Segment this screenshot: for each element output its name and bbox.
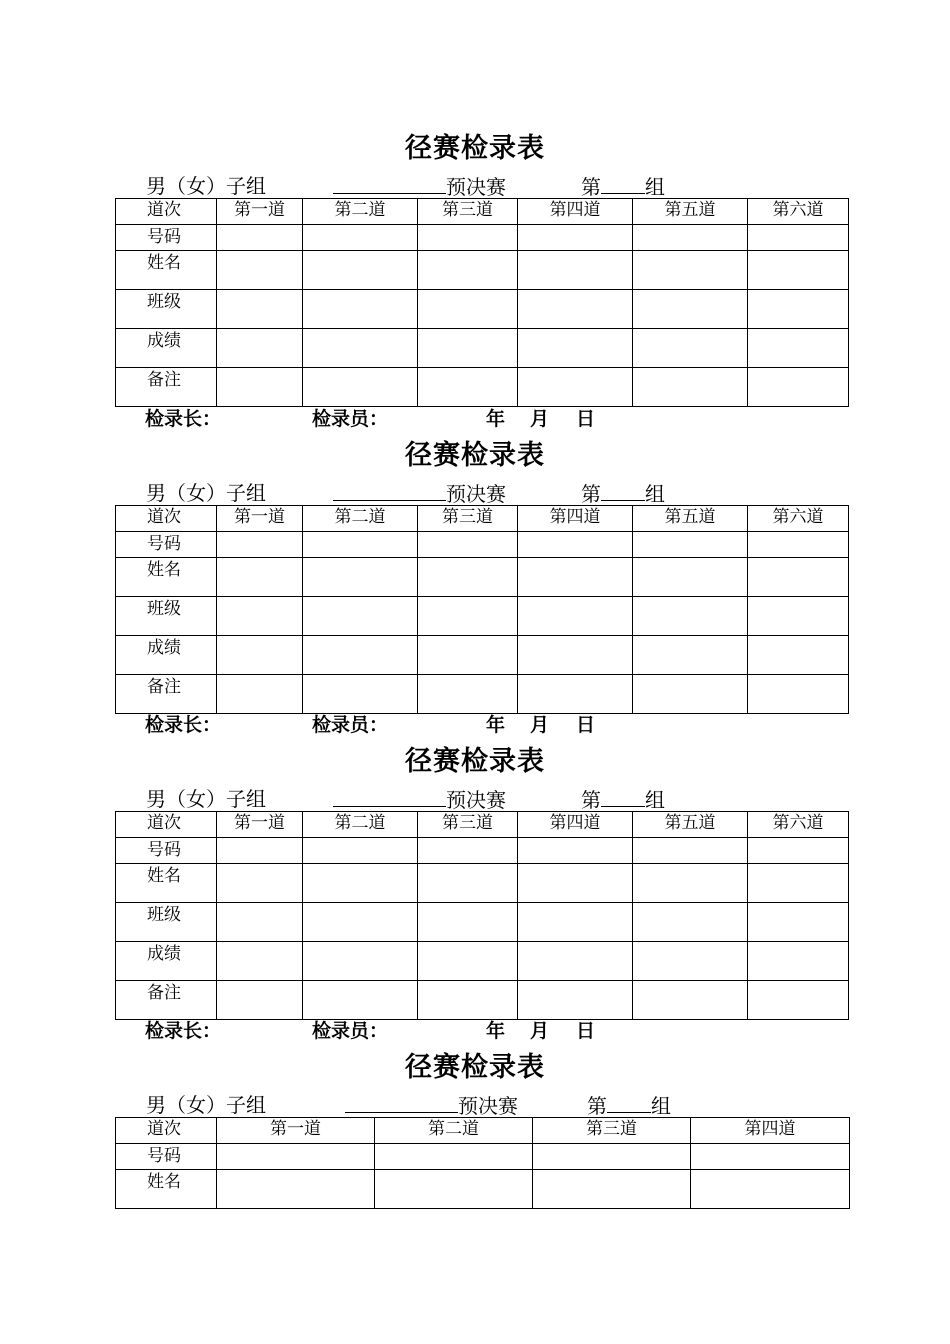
table-cell[interactable]	[633, 225, 748, 251]
clerk-signature-label: 检录员：	[312, 1020, 389, 1042]
table-cell[interactable]	[418, 942, 518, 981]
round-label: 预决赛	[458, 1094, 518, 1118]
table-cell[interactable]	[633, 251, 748, 290]
row-label-class: 班级	[116, 290, 217, 329]
table-cell[interactable]	[418, 838, 518, 864]
date-month-label: 月	[530, 714, 550, 736]
table-row	[116, 675, 849, 714]
table-cell[interactable]	[518, 329, 633, 368]
round-field[interactable]	[333, 482, 506, 505]
table-cell[interactable]	[217, 1144, 375, 1170]
table-cell[interactable]	[303, 636, 418, 675]
table-cell[interactable]	[748, 251, 849, 290]
table-row	[116, 1144, 850, 1170]
table-cell[interactable]	[518, 597, 633, 636]
table-cell[interactable]	[217, 981, 303, 1020]
table-cell[interactable]	[217, 368, 303, 407]
table-cell[interactable]	[303, 981, 418, 1020]
col-header-lane-1: 第一道	[217, 1118, 375, 1144]
table-cell[interactable]	[748, 368, 849, 407]
table-row	[116, 225, 849, 251]
table-cell[interactable]	[633, 329, 748, 368]
table-cell[interactable]	[217, 532, 303, 558]
group-label: 男（女）子组	[146, 174, 266, 198]
col-header-lane: 道次	[116, 199, 217, 225]
form-title: 径赛检录表	[405, 746, 545, 777]
table-cell[interactable]	[303, 864, 418, 903]
table-cell[interactable]	[418, 532, 518, 558]
col-header-lane-3: 第三道	[418, 199, 518, 225]
col-header-lane-6: 第六道	[748, 199, 849, 225]
round-blank[interactable]	[345, 1094, 458, 1113]
table-cell[interactable]	[748, 675, 849, 714]
table-row	[116, 942, 849, 981]
entry-table	[115, 505, 849, 714]
table-cell[interactable]	[418, 636, 518, 675]
col-header-lane: 道次	[116, 506, 217, 532]
row-label-name: 姓名	[116, 558, 217, 597]
table-cell[interactable]	[303, 225, 418, 251]
col-header-lane-3: 第三道	[418, 812, 518, 838]
round-label: 预决赛	[446, 175, 506, 199]
table-cell[interactable]	[418, 981, 518, 1020]
table-cell[interactable]	[418, 251, 518, 290]
table-cell[interactable]	[375, 1170, 533, 1209]
entry-table	[115, 1117, 850, 1209]
round-field[interactable]	[333, 175, 506, 198]
round-blank[interactable]	[333, 482, 446, 501]
date-day-label: 日	[576, 408, 596, 430]
row-label-result: 成绩	[116, 942, 217, 981]
table-row	[116, 1170, 850, 1209]
table-cell[interactable]	[375, 1144, 533, 1170]
row-label-remarks: 备注	[116, 981, 217, 1020]
col-header-lane-2: 第二道	[303, 506, 418, 532]
round-blank[interactable]	[333, 788, 446, 807]
table-row	[116, 838, 849, 864]
table-cell[interactable]	[691, 1144, 850, 1170]
table-cell[interactable]	[518, 225, 633, 251]
table-cell[interactable]	[303, 675, 418, 714]
table-cell[interactable]	[303, 290, 418, 329]
table-row	[116, 329, 849, 368]
table-cell[interactable]	[418, 225, 518, 251]
table-cell[interactable]	[418, 558, 518, 597]
table-row	[116, 290, 849, 329]
table-cell[interactable]	[518, 981, 633, 1020]
row-label-name: 姓名	[116, 1170, 217, 1209]
table-cell[interactable]	[217, 225, 303, 251]
row-label-remarks: 备注	[116, 675, 217, 714]
heat-field[interactable]	[581, 482, 665, 505]
table-cell[interactable]	[633, 368, 748, 407]
table-row	[116, 532, 849, 558]
table-cell[interactable]	[633, 675, 748, 714]
date-day-label: 日	[576, 1020, 596, 1042]
table-cell[interactable]	[748, 329, 849, 368]
table-cell[interactable]	[303, 558, 418, 597]
table-cell[interactable]	[418, 290, 518, 329]
col-header-lane-2: 第二道	[303, 812, 418, 838]
table-cell[interactable]	[217, 636, 303, 675]
col-header-lane-4: 第四道	[518, 199, 633, 225]
row-label-number: 号码	[116, 532, 217, 558]
table-cell[interactable]	[748, 290, 849, 329]
row-label-number: 号码	[116, 1144, 217, 1170]
col-header-lane-5: 第五道	[633, 506, 748, 532]
heat-suffix: 组	[645, 175, 665, 199]
col-header-lane-3: 第三道	[418, 506, 518, 532]
table-cell[interactable]	[518, 532, 633, 558]
table-cell[interactable]	[633, 597, 748, 636]
table-cell[interactable]	[518, 636, 633, 675]
table-cell[interactable]	[748, 532, 849, 558]
row-label-class: 班级	[116, 597, 217, 636]
table-cell[interactable]	[518, 290, 633, 329]
date-day-label: 日	[576, 714, 596, 736]
col-header-lane-6: 第六道	[748, 506, 849, 532]
table-cell[interactable]	[748, 981, 849, 1020]
col-header-lane-2: 第二道	[375, 1118, 533, 1144]
chief-signature-label: 检录长：	[145, 408, 222, 430]
table-cell[interactable]	[303, 251, 418, 290]
row-label-result: 成绩	[116, 329, 217, 368]
heat-prefix: 第	[581, 482, 601, 506]
heat-prefix: 第	[581, 788, 601, 812]
table-cell[interactable]	[217, 251, 303, 290]
table-cell[interactable]	[691, 1170, 850, 1209]
header-row	[116, 812, 849, 838]
table-cell[interactable]	[518, 675, 633, 714]
table-cell[interactable]	[518, 251, 633, 290]
table-cell[interactable]	[217, 597, 303, 636]
col-header-lane: 道次	[116, 812, 217, 838]
table-cell[interactable]	[418, 675, 518, 714]
table-cell[interactable]	[303, 368, 418, 407]
table-row	[116, 903, 849, 942]
table-cell[interactable]	[748, 597, 849, 636]
heat-field[interactable]	[581, 175, 665, 198]
table-cell[interactable]	[748, 636, 849, 675]
heat-field[interactable]	[581, 788, 665, 811]
table-cell[interactable]	[633, 981, 748, 1020]
col-header-lane-3: 第三道	[533, 1118, 691, 1144]
table-cell[interactable]	[518, 864, 633, 903]
row-label-number: 号码	[116, 838, 217, 864]
row-label-remarks: 备注	[116, 368, 217, 407]
heat-blank[interactable]	[607, 1094, 651, 1113]
col-header-lane-2: 第二道	[303, 199, 418, 225]
table-cell[interactable]	[217, 864, 303, 903]
table-row	[116, 981, 849, 1020]
chief-signature-label: 检录长：	[145, 1020, 222, 1042]
col-header-lane-1: 第一道	[217, 199, 303, 225]
round-field[interactable]	[345, 1094, 518, 1117]
table-cell[interactable]	[633, 903, 748, 942]
entry-table	[115, 811, 849, 1020]
table-cell[interactable]	[303, 838, 418, 864]
table-cell[interactable]	[303, 903, 418, 942]
round-label: 预决赛	[446, 788, 506, 812]
clerk-signature-label: 检录员：	[312, 714, 389, 736]
table-cell[interactable]	[217, 329, 303, 368]
round-field[interactable]	[333, 788, 506, 811]
table-row	[116, 864, 849, 903]
table-row	[116, 251, 849, 290]
table-cell[interactable]	[217, 903, 303, 942]
table-cell[interactable]	[633, 864, 748, 903]
table-cell[interactable]	[748, 558, 849, 597]
table-cell[interactable]	[518, 838, 633, 864]
entry-table	[115, 198, 849, 407]
col-header-lane-4: 第四道	[518, 506, 633, 532]
group-label: 男（女）子组	[146, 787, 266, 811]
table-cell[interactable]	[303, 942, 418, 981]
heat-blank[interactable]	[601, 788, 645, 807]
table-cell[interactable]	[748, 838, 849, 864]
table-cell[interactable]	[217, 942, 303, 981]
col-header-lane-6: 第六道	[748, 812, 849, 838]
row-label-name: 姓名	[116, 864, 217, 903]
table-cell[interactable]	[633, 558, 748, 597]
table-cell[interactable]	[518, 368, 633, 407]
form-title: 径赛检录表	[405, 440, 545, 471]
clerk-signature-label: 检录员：	[312, 408, 389, 430]
table-cell[interactable]	[217, 838, 303, 864]
col-header-lane-5: 第五道	[633, 812, 748, 838]
table-cell[interactable]	[748, 903, 849, 942]
table-cell[interactable]	[217, 290, 303, 329]
form-title: 径赛检录表	[405, 1052, 545, 1083]
header-row	[116, 199, 849, 225]
heat-field[interactable]	[587, 1094, 671, 1117]
col-header-lane-4: 第四道	[691, 1118, 850, 1144]
round-label: 预决赛	[446, 482, 506, 506]
table-cell[interactable]	[303, 329, 418, 368]
table-cell[interactable]	[303, 597, 418, 636]
table-cell[interactable]	[217, 558, 303, 597]
col-header-lane-5: 第五道	[633, 199, 748, 225]
table-cell[interactable]	[217, 1170, 375, 1209]
table-row	[116, 636, 849, 675]
table-cell[interactable]	[303, 532, 418, 558]
table-cell[interactable]	[518, 558, 633, 597]
table-row	[116, 597, 849, 636]
table-cell[interactable]	[418, 368, 518, 407]
table-cell[interactable]	[748, 942, 849, 981]
heat-blank[interactable]	[601, 175, 645, 194]
heat-suffix: 组	[645, 482, 665, 506]
table-cell[interactable]	[748, 225, 849, 251]
table-cell[interactable]	[633, 636, 748, 675]
row-label-class: 班级	[116, 903, 217, 942]
row-label-number: 号码	[116, 225, 217, 251]
heat-prefix: 第	[587, 1094, 607, 1118]
group-label: 男（女）子组	[146, 1093, 266, 1117]
col-header-lane-4: 第四道	[518, 812, 633, 838]
round-blank[interactable]	[333, 175, 446, 194]
col-header-lane: 道次	[116, 1118, 217, 1144]
date-year-label: 年	[486, 408, 506, 430]
col-header-lane-1: 第一道	[217, 506, 303, 532]
table-cell[interactable]	[518, 903, 633, 942]
table-cell[interactable]	[633, 942, 748, 981]
table-cell[interactable]	[418, 864, 518, 903]
date-month-label: 月	[530, 408, 550, 430]
date-year-label: 年	[486, 714, 506, 736]
table-cell[interactable]	[418, 903, 518, 942]
table-cell[interactable]	[418, 597, 518, 636]
table-cell[interactable]	[533, 1170, 691, 1209]
heat-suffix: 组	[651, 1094, 671, 1118]
row-label-name: 姓名	[116, 251, 217, 290]
group-label: 男（女）子组	[146, 481, 266, 505]
table-cell[interactable]	[533, 1144, 691, 1170]
row-label-result: 成绩	[116, 636, 217, 675]
table-cell[interactable]	[518, 942, 633, 981]
table-row	[116, 368, 849, 407]
table-cell[interactable]	[633, 290, 748, 329]
date-month-label: 月	[530, 1020, 550, 1042]
table-cell[interactable]	[418, 329, 518, 368]
table-cell[interactable]	[633, 838, 748, 864]
header-row	[116, 1118, 850, 1144]
date-year-label: 年	[486, 1020, 506, 1042]
heat-prefix: 第	[581, 175, 601, 199]
col-header-lane-1: 第一道	[217, 812, 303, 838]
table-cell[interactable]	[217, 675, 303, 714]
table-row	[116, 558, 849, 597]
heat-blank[interactable]	[601, 482, 645, 501]
table-cell[interactable]	[633, 532, 748, 558]
heat-suffix: 组	[645, 788, 665, 812]
table-cell[interactable]	[748, 864, 849, 903]
header-row	[116, 506, 849, 532]
chief-signature-label: 检录长：	[145, 714, 222, 736]
form-title: 径赛检录表	[405, 133, 545, 164]
